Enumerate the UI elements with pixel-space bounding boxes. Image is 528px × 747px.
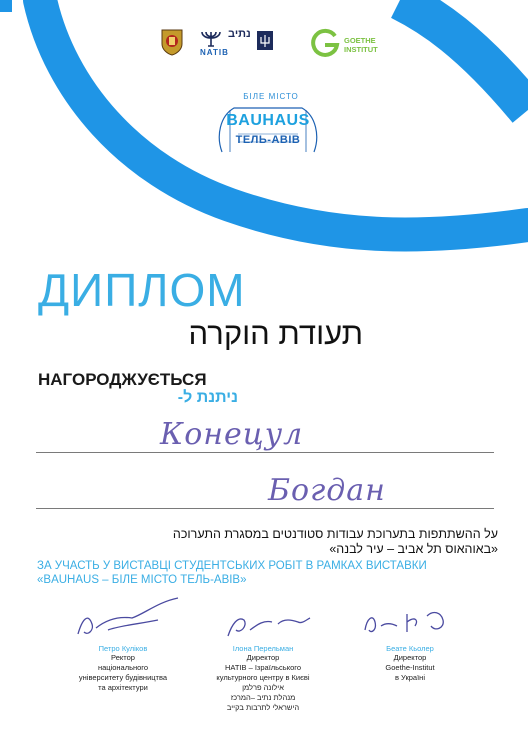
goethe-label-1: GOETHE — [344, 36, 376, 45]
bauhaus-top-label: БІЛЕ МІСТО — [243, 92, 299, 101]
signatory-role: Ректор національного університету будівництва та архітектури — [78, 653, 168, 692]
bauhaus-city-label: ТЕЛЬ-АВІВ — [235, 134, 301, 146]
first-name-line — [36, 508, 494, 509]
bauhaus-main-label: BAUHAUS — [226, 112, 310, 129]
natif-label: NATIB — [200, 48, 229, 57]
knuba-emblem-icon — [160, 28, 184, 61]
signature-rector — [48, 590, 198, 646]
goethe-institut-logo — [310, 28, 400, 63]
signatory-goethe-director — [335, 590, 485, 683]
awarded-to-label-hebrew: ניתנת ל- — [177, 389, 238, 406]
menorah-icon — [198, 28, 224, 48]
goethe-g-icon — [310, 28, 340, 58]
description-line-1: ЗА УЧАСТЬ У ВИСТАВЦІ СТУДЕНТСЬКИХ РОБІТ В РАМКАХ ВИСТАВКИ — [37, 560, 427, 572]
diploma-title: ДИПЛОМ — [38, 264, 246, 316]
signatory-name: Ілона Перельман — [232, 644, 294, 653]
signatory-role: Директор НАТІВ – Ізраїльського культурного центру в Києві אילונה פרלמן מנהלת נתיב –המרכז הישראלי לתרבות בקייב — [216, 653, 310, 712]
signatory-name: Беате Кьолер — [386, 644, 434, 653]
signature-natif-director — [188, 590, 338, 646]
signatory-natif-director — [188, 590, 338, 713]
surname-line — [36, 452, 494, 453]
description-line-2: «BAUHAUS – БІЛЕ МІСТО ТЕЛЬ-АВІВ» — [37, 574, 247, 586]
bauhaus-white-city-logo — [208, 92, 328, 164]
diploma-title-hebrew: תעודת הוקרה — [188, 316, 363, 351]
awarded-to-label: НАГОРОДЖУЄТЬСЯ — [38, 370, 207, 389]
signatory-name: Петро Куліков — [98, 644, 148, 653]
partner-logos — [150, 22, 390, 70]
recipient-surname: Конецул — [160, 417, 304, 452]
natif-hebrew-label: נתיב — [228, 28, 251, 40]
description-hebrew — [58, 527, 498, 557]
israel-emblem-icon — [256, 30, 274, 52]
recipient-first-name: Богдан — [268, 473, 386, 508]
signatory-role: Директор Goethe-Institut в Україні — [385, 653, 435, 682]
signature-goethe-director — [335, 590, 485, 646]
description-hebrew-line-2: «באוהאוס תל אביב – עיר לבנה» — [329, 542, 498, 556]
signatory-rector — [48, 590, 198, 693]
description-hebrew-line-1: על ההשתתפות בתערוכת עבודות סטודנטים במסגרת התערוכה — [172, 527, 498, 541]
description-ukrainian — [37, 559, 497, 587]
goethe-label-2: INSTITUT — [344, 45, 378, 54]
